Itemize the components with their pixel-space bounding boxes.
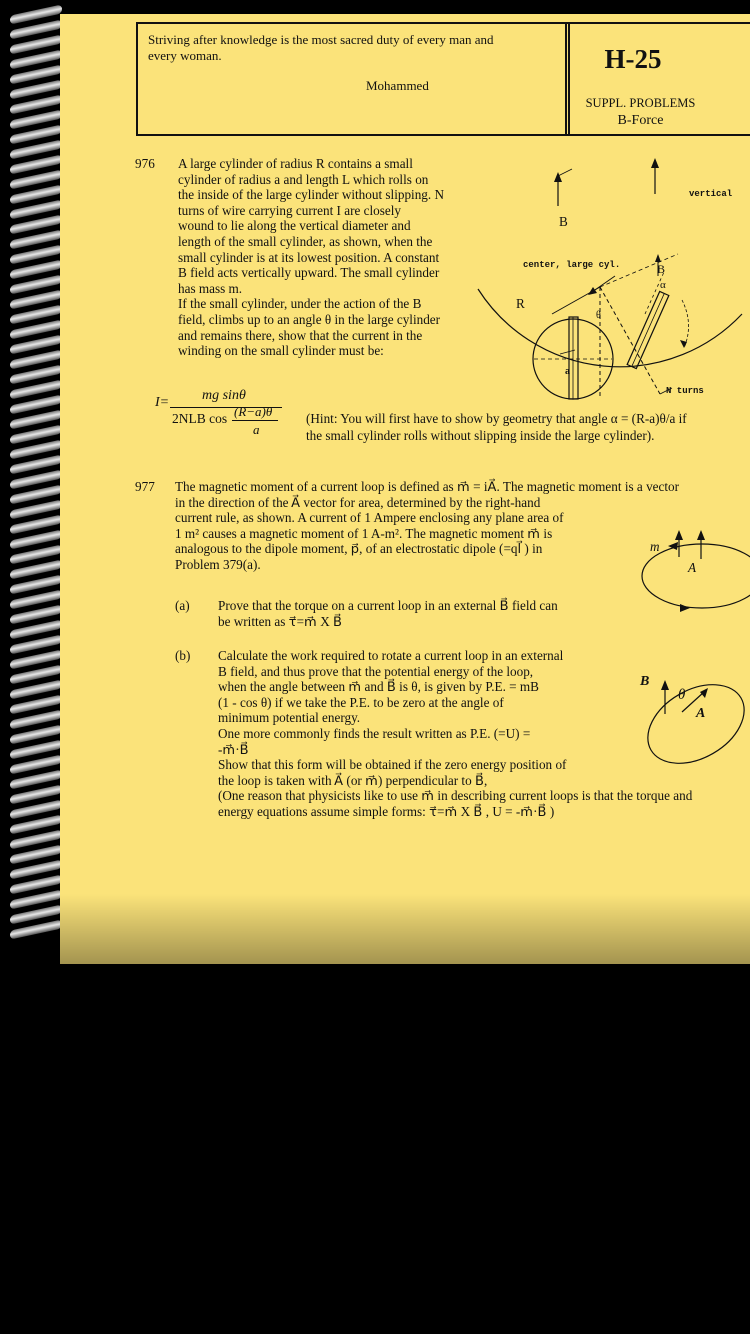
page-code: H-25: [604, 44, 662, 74]
text-line: Calculate the work required to rotate a current loop in an external: [218, 648, 564, 663]
quote-line-2: every woman.: [148, 48, 222, 63]
text-line: field, climbs up to an angle θ in the large cylinder: [178, 312, 441, 327]
quote-author: Mohammed: [366, 78, 429, 93]
problem-976-number: 976: [135, 156, 155, 171]
text-line: wound to lie along the vertical diameter and: [178, 218, 411, 234]
text-line: and remains there, show that the current in the: [178, 327, 423, 343]
text-line: Show that this form will be obtained if the zero energy position of: [218, 757, 567, 773]
text-line: A large cylinder of radius R contains a small: [178, 156, 413, 171]
part-a-label: (a): [175, 598, 190, 613]
part-b-label: (b): [175, 648, 191, 663]
text-line: B field, and thus prove that the potential energy of the loop,: [218, 663, 534, 679]
text-line: the loop is taken with A⃗ (or m⃗) perpendicular to B⃗,: [218, 772, 488, 788]
text-line: analogous to the dipole moment, p⃗, of an electrostatic dipole (=ql⃗ ) in: [175, 541, 543, 557]
fig-label-vertical: vertical: [689, 189, 733, 199]
fig-label-a: a: [565, 366, 570, 377]
text-line: in the direction of the A⃗ vector for area, determined by the right-hand: [175, 494, 541, 510]
text-line: Prove that the torque on a current loop in an external B⃗ field can: [218, 598, 558, 613]
text-line: length of the small cylinder, as shown, when the: [178, 234, 433, 249]
text-line: minimum potential energy.: [218, 710, 361, 726]
fig3-label-B: B: [640, 674, 650, 689]
text-line: -m⃗·B⃗: [218, 741, 249, 757]
formula-arg-bottom: a: [253, 422, 260, 437]
fig-label-center: center, large cyl.: [523, 260, 621, 270]
problem-977-number: 977: [135, 479, 155, 494]
text-line: winding on the small cylinder must be:: [178, 343, 384, 359]
fig2-label-m: m: [650, 539, 660, 554]
subject-label: B-Force: [617, 113, 664, 128]
text-line: The magnetic moment of a current loop is defined as m⃗ = iA⃗. The magnetic moment is a vector: [175, 479, 680, 494]
text-line: current rule, as shown. A current of 1 Ampere enclosing any plane area of: [175, 510, 564, 526]
fig2-label-A: A: [688, 560, 697, 575]
formula-arg-top: (R−a)θ: [234, 404, 273, 419]
formula-numerator: mg sinθ: [202, 388, 246, 403]
text-line: turns of wire carrying current I are closely: [178, 202, 401, 218]
text-line: If the small cylinder, under the action of the B: [178, 296, 422, 312]
fig-label-R: R: [516, 296, 525, 311]
fig3-label-A: A: [696, 706, 706, 721]
text-line: (1 - cos θ) if we take the P.E. to be zero at the angle of: [218, 694, 504, 710]
text-line: small cylinder is at its lowest position. A constant: [178, 249, 440, 265]
fig3-label-theta: θ: [678, 687, 686, 703]
hint-line-1: (Hint: You will first have to show by geometry that angle α = (R-a)θ/a if: [306, 411, 687, 426]
text-line: 1 m² causes a magnetic moment of 1 A-m². The magnetic moment m⃗ is: [175, 525, 553, 541]
formula-lhs: I=: [155, 395, 170, 410]
quote-line-1: Striving after knowledge is the most sacred duty of every man and: [148, 32, 494, 47]
text-line: Problem 379(a).: [175, 557, 261, 572]
spiral-binding: [0, 10, 62, 950]
text-line: B field acts vertically upward. The small cylinder: [178, 265, 440, 281]
fig-label-B2: B: [657, 262, 666, 276]
fig-label-alpha: α: [660, 279, 666, 291]
document-page: [60, 14, 750, 964]
current-loop-figure: [60, 14, 750, 964]
text-line: when the angle between m⃗ and B⃗ is θ, is given by P.E. = mB: [218, 679, 539, 695]
text-line: energy equations assume simple forms: τ⃗=m⃗ X B⃗ , U = -m⃗·B⃗ ): [218, 804, 555, 819]
text-line: the inside of the large cylinder without slipping. N: [178, 187, 445, 203]
fig-label-nturns: N turns: [666, 386, 704, 396]
text-line: One more commonly finds the result written as P.E. (=U) =: [218, 726, 531, 741]
fig-label-theta: θ: [596, 310, 601, 321]
formula-denominator: 2NLB cos: [172, 411, 228, 426]
text-line: (One reason that physicists like to use m⃗ in describing current loops is that the torque and: [218, 788, 693, 804]
section-label: SUPPL. PROBLEMS: [585, 96, 696, 110]
hint-line-2: the small cylinder rolls without slipping inside the large cylinder).: [306, 428, 655, 443]
text-line: has mass m.: [178, 280, 243, 296]
text-line: cylinder of radius a and length L which rolls on: [178, 171, 429, 187]
fig-label-B: B: [559, 214, 568, 229]
text-line: be written as τ⃗=m⃗ X B⃗: [218, 613, 343, 629]
